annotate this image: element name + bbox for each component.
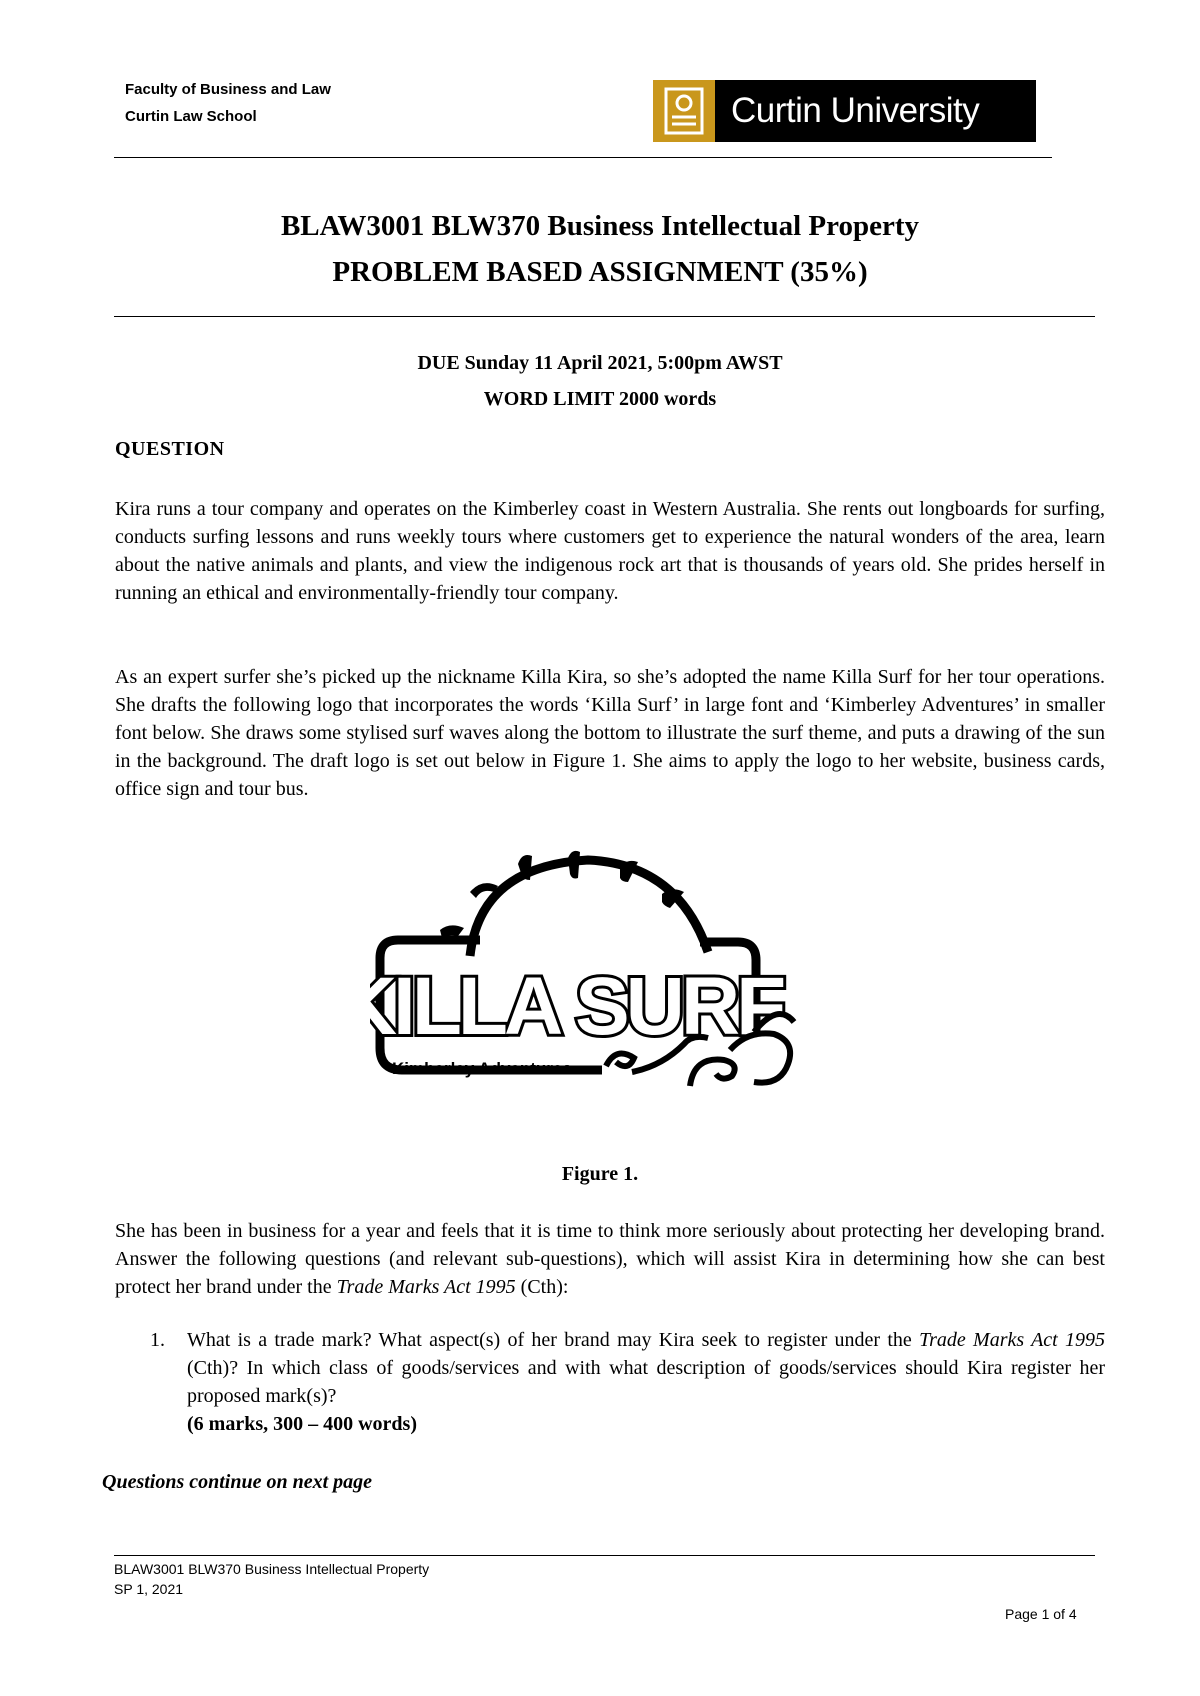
faculty-name: Faculty of Business and Law [125,81,331,98]
due-block [0,345,1200,417]
assignment-title [0,203,1200,295]
list-item-text: What is a trade mark? What aspect(s) of her brand may Kira seek to register under the [187,1329,920,1351]
logo-sub-text: Kimberley Adventures [392,1059,572,1078]
due-date: DUE Sunday 11 April 2021, 5:00pm AWST [417,352,783,374]
curtin-university-logo [653,80,1036,142]
continue-note: Questions continue on next page [102,1471,373,1493]
list-item-act-name: Trade Marks Act 1995 [919,1329,1106,1351]
title-line-2: PROBLEM BASED ASSIGNMENT (35%) [332,256,868,288]
footer-rule [114,1555,1095,1556]
paragraph-3-text: She has been in business for a year and feels that it is time to think more seriously about protecting her developing brand. Answer the following questions (and relevant sub-questions), which will assist Kira in determining how she can best protect her brand under the [115,1220,1105,1298]
footer-course: BLAW3001 BLW370 Business Intellectual Property [114,1561,430,1577]
header-faculty-block [125,76,331,130]
killa-surf-logo-figure [370,850,870,1110]
page-number: Page 1 of 4 [1005,1606,1077,1622]
act-name: Trade Marks Act 1995 [336,1276,516,1298]
school-name: Curtin Law School [125,108,257,125]
list-item-marks: (6 marks, 300 – 400 words) [187,1413,417,1435]
list-item-text-tail: (Cth)? In which class of goods/services and with what description of goods/services should Kira register her proposed mark(s)? [187,1357,1105,1407]
paragraph-3 [115,1217,1105,1301]
list-item-number: 1. [150,1329,165,1351]
paragraph-2: As an expert surfer she’s picked up the nickname Killa Kira, so she’s adopted the name Killa Surf for her tour operations. She drafts the following logo that incorporates the words ‘Killa Surf’ in large font and ‘Kimberley Adventures’ in smaller font below. She draws some stylised surf waves along the bottom to illustrate the surf theme, and puts a drawing of the sun in the background. The draft logo is set out below in Figure 1. She aims to apply the logo to her website, business cards, office sign and tour bus. [115,666,1105,800]
question-heading: QUESTION [115,438,225,460]
list-item [187,1326,1105,1438]
logo-main-text: KILLA SURF [370,961,783,1052]
header-rule [114,157,1052,158]
university-crest-icon [653,80,715,142]
footer-period: SP 1, 2021 [114,1581,184,1597]
footer-block [114,1559,429,1599]
paragraph-3-tail: (Cth): [515,1276,569,1298]
figure-caption: Figure 1. [561,1163,639,1185]
word-limit: WORD LIMIT 2000 words [483,388,717,410]
title-rule [114,316,1095,317]
logo-wordmark: Curtin University [731,91,980,130]
title-line-1: BLAW3001 BLW370 Business Intellectual Property [280,210,920,242]
paragraph-1: Kira runs a tour company and operates on the Kimberley coast in Western Australia. She rents out longboards for surfing, conducts surfing lessons and runs weekly tours where customers get to experience the natural wonders of the area, learn about the native animals and plants, and view the indigenous rock art that is thousands of years old. She prides herself in running an ethical and environmentally-friendly tour company. [115,498,1105,604]
